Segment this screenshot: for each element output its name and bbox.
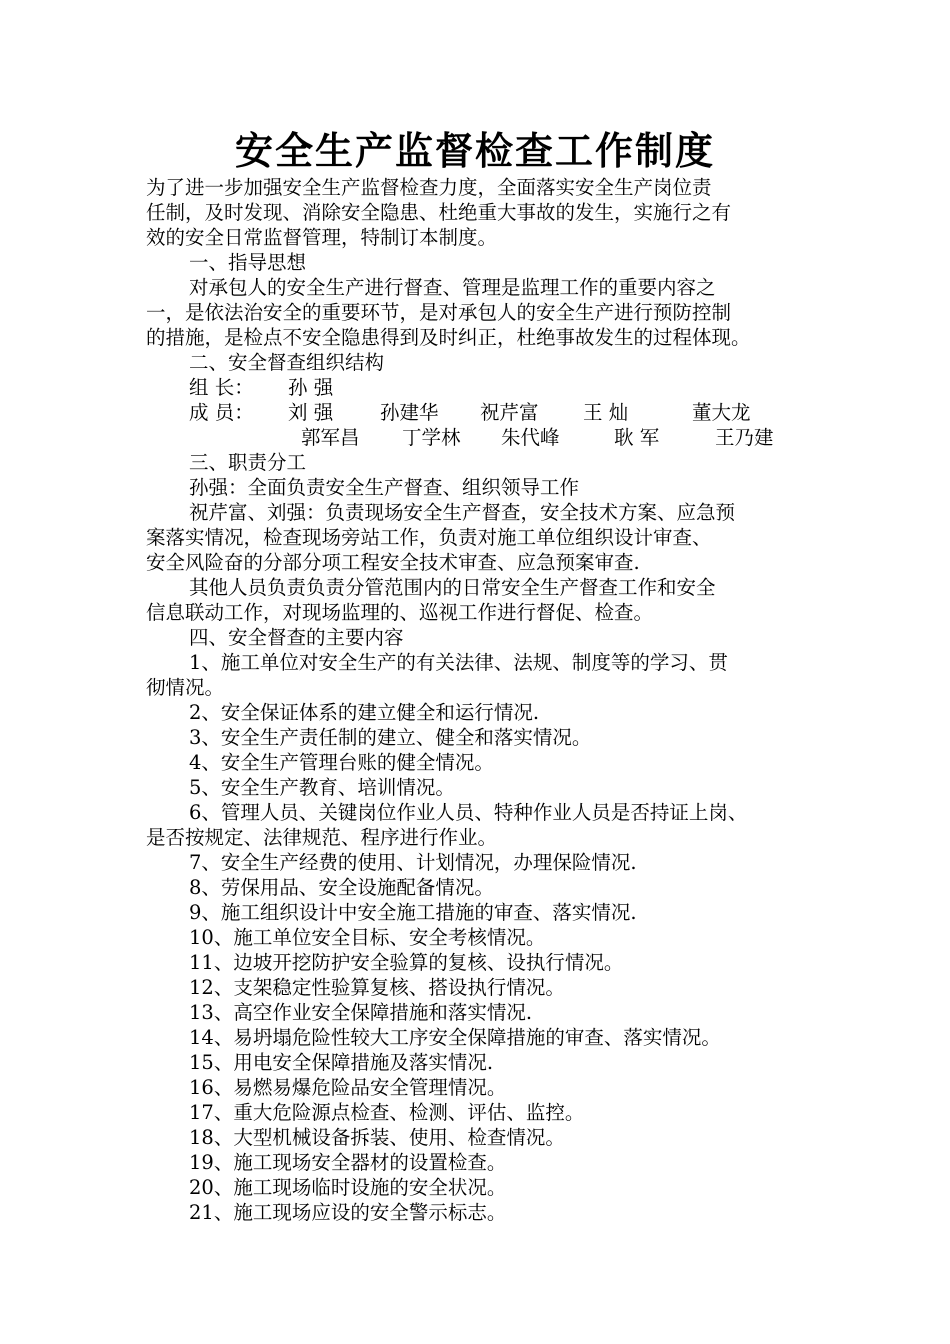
member-name: 王乃建 [715,426,774,449]
member-name: 王 灿 [583,401,629,424]
paragraph-line: 其他人员负责负责分管范围内的日常安全生产督查工作和安全 [189,576,716,599]
section-heading: 一、指导思想 [189,251,307,274]
list-item: 21、施工现场应设的安全警示标志。 [189,1201,507,1224]
list-item: 14、易坍塌危险性较大工序安全保障措施的审查、落实情况。 [189,1026,721,1049]
members-label: 成 员： [189,401,254,424]
member-name: 郭军昌 [301,426,360,449]
paragraph-line: 祝芹富、刘强：负责现场安全生产督查，安全技术方案、应急预 [189,501,736,524]
list-item: 15、用电安全保障措施及落实情况. [189,1051,494,1074]
list-item: 是否按规定、法律规范、程序进行作业。 [146,826,498,849]
list-item: 18、大型机械设备拆装、使用、检查情况。 [189,1126,565,1149]
paragraph-line: 的措施，是检点不安全隐患得到及时纠正，杜绝事故发生的过程体现。 [146,326,751,349]
member-name: 耿 军 [614,426,660,449]
intro-line: 任制，及时发现、消除安全隐患、杜绝重大事故的发生，实施行之有 [146,201,732,224]
section-heading: 二、安全督查组织结构 [189,351,385,374]
member-name: 丁学林 [402,426,461,449]
section-heading: 四、安全督查的主要内容 [189,626,404,649]
list-item: 11、边坡开挖防护安全验算的复核、设执行情况。 [189,951,624,974]
paragraph-line: 案落实情况，检查现场旁站工作，负责对施工单位组织设计审查、 [146,526,712,549]
list-item: 8、劳保用品、安全设施配备情况。 [189,876,494,899]
list-item: 19、施工现场安全器材的设置检查。 [189,1151,507,1174]
intro-line: 为了进一步加强安全生产监督检查力度，全面落实安全生产岗位责 [146,176,712,199]
intro-line: 效的安全日常监督管理，特制订本制度。 [146,226,498,249]
list-item: 7、安全生产经费的使用、计划情况，办理保险情况. [189,851,637,874]
member-name: 孙建华 [380,401,439,424]
list-item: 10、施工单位安全目标、安全考核情况。 [189,926,546,949]
member-name: 朱代峰 [501,426,560,449]
member-name: 祝芹富 [480,401,539,424]
leader-label: 组 长： [189,376,254,399]
member-name: 刘 强 [288,401,334,424]
paragraph-line: 信息联动工作，对现场监理的、巡视工作进行督促、检查。 [146,601,654,624]
section-heading: 三、职责分工 [189,451,307,474]
list-item: 17、重大危险源点检查、检测、评估、监控。 [189,1101,585,1124]
document-title: 安全生产监督检查工作制度 [234,129,715,173]
list-item: 12、支架稳定性验算复核、搭设执行情况。 [189,976,565,999]
list-item: 6、管理人员、关键岗位作业人员、特种作业人员是否持证上岗、 [189,801,748,824]
leader-name: 孙 强 [288,376,334,399]
list-item: 13、高空作业安全保障措施和落实情况. [189,1001,533,1024]
list-item: 1、施工单位对安全生产的有关法律、法规、制度等的学习、贯 [189,651,728,674]
list-item: 16、易燃易爆危险品安全管理情况。 [189,1076,507,1099]
paragraph-line: 孙强：全面负责安全生产督查、组织领导工作 [189,476,580,499]
list-item: 2、安全保证体系的建立健全和运行情况. [189,701,540,724]
list-item: 20、施工现场临时设施的安全状况。 [189,1176,507,1199]
paragraph-line: 安全风险奋的分部分项工程安全技术审查、应急预案审查. [146,551,640,574]
paragraph-line: 对承包人的安全生产进行督查、管理是监理工作的重要内容之 [189,276,716,299]
list-item: 5、安全生产教育、培训情况。 [189,776,455,799]
paragraph-line: 一，是依法治安全的重要环节，是对承包人的安全生产进行预防控制 [146,301,732,324]
list-item: 9、施工组织设计中安全施工措施的审查、落实情况. [189,901,637,924]
list-item: 3、安全生产责任制的建立、健全和落实情况。 [189,726,592,749]
member-name: 董大龙 [692,401,751,424]
list-item: 4、安全生产管理台账的健全情况。 [189,751,494,774]
list-item: 彻情况。 [146,676,225,699]
